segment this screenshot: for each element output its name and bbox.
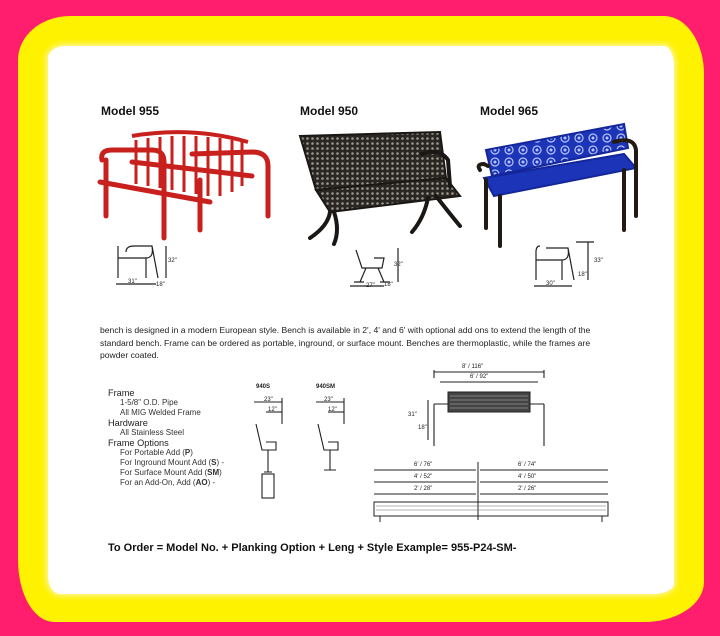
addon-view-drawing [370, 456, 614, 522]
model-950-seat-dim: 18" [384, 282, 393, 288]
model-965-dimension-sketch [532, 238, 602, 292]
side-940s-mid-dim: 12" [268, 407, 277, 413]
model-955-height-dim: 32" [168, 258, 177, 264]
description-paragraph: bench is designed in a modern European style. Bench is available in 2', 4' and 6' with optional add ons to extend the length of the standard bench. Frame can be ordered as portable, inground, or surface mount. Benches are thermoplastic, while the frames are powder coated. [100, 325, 591, 360]
model-965-height-dim: 33" [594, 258, 603, 264]
addon-right-dim-3: 2' / 26" [518, 486, 537, 492]
model-950-title: Model 950 [300, 104, 359, 118]
model-950-height-dim: 32" [394, 262, 403, 268]
frame-item: All MIG Welded Frame [120, 408, 201, 417]
frame-option: For Inground Mount Add (S) - [120, 458, 225, 467]
addon-left-dim-1: 6' / 76" [414, 462, 433, 468]
front-view-drawing [420, 370, 560, 448]
model-965-bench-image [474, 120, 644, 254]
frame-option: For Surface Mount Add (SM) [120, 468, 222, 477]
addon-left-dim-3: 2' / 28" [414, 486, 433, 492]
hardware-item: All Stainless Steel [120, 428, 185, 437]
addon-right-dim-2: 4' / 50" [518, 474, 537, 480]
model-950-dimension-sketch [344, 244, 406, 292]
model-965-width-dim: 30" [546, 281, 555, 287]
model-965-title: Model 965 [480, 104, 539, 118]
side-view-drawings [246, 394, 366, 506]
model-955-bench-image [92, 120, 278, 248]
addon-right-dim-1: 6' / 74" [518, 462, 537, 468]
order-instructions: To Order = Model No. + Planking Option + Leng + Style Example= 955-P24-SM- [108, 542, 517, 554]
frame-item: 1-5/8" O.D. Pipe [120, 398, 178, 407]
model-955-width-dim: 31" [128, 279, 137, 285]
side-940sm-mid-dim: 12" [328, 407, 337, 413]
addon-left-dim-2: 4' / 52" [414, 474, 433, 480]
frame-heading: Frame [108, 388, 135, 398]
frame-option: For Portable Add (P) [120, 448, 193, 457]
model-950-bench-image [290, 126, 468, 250]
model-965-seat-dim: 18" [578, 272, 587, 278]
frame-option: For an Add-On, Add (AO) - [120, 478, 216, 487]
model-950-width-dim: 27" [366, 283, 375, 289]
front-view-low-dim: 18" [418, 425, 427, 431]
side-940s-top-dim: 23" [264, 397, 273, 403]
side-view-940sm-label: 940SM [316, 384, 336, 390]
front-view-mid-dim: 6' / 92" [470, 374, 489, 380]
model-955-seat-dim: 18" [156, 282, 165, 288]
frame-options-heading: Frame Options [108, 438, 169, 448]
side-view-940s-label: 940S [256, 384, 271, 390]
hardware-heading: Hardware [108, 418, 148, 428]
side-940sm-top-dim: 23" [324, 397, 333, 403]
front-view-side-dim: 31" [408, 412, 417, 418]
model-955-title: Model 955 [101, 104, 160, 118]
specs-list [108, 388, 248, 488]
front-view-top-dim: 8' / 116" [462, 364, 484, 370]
